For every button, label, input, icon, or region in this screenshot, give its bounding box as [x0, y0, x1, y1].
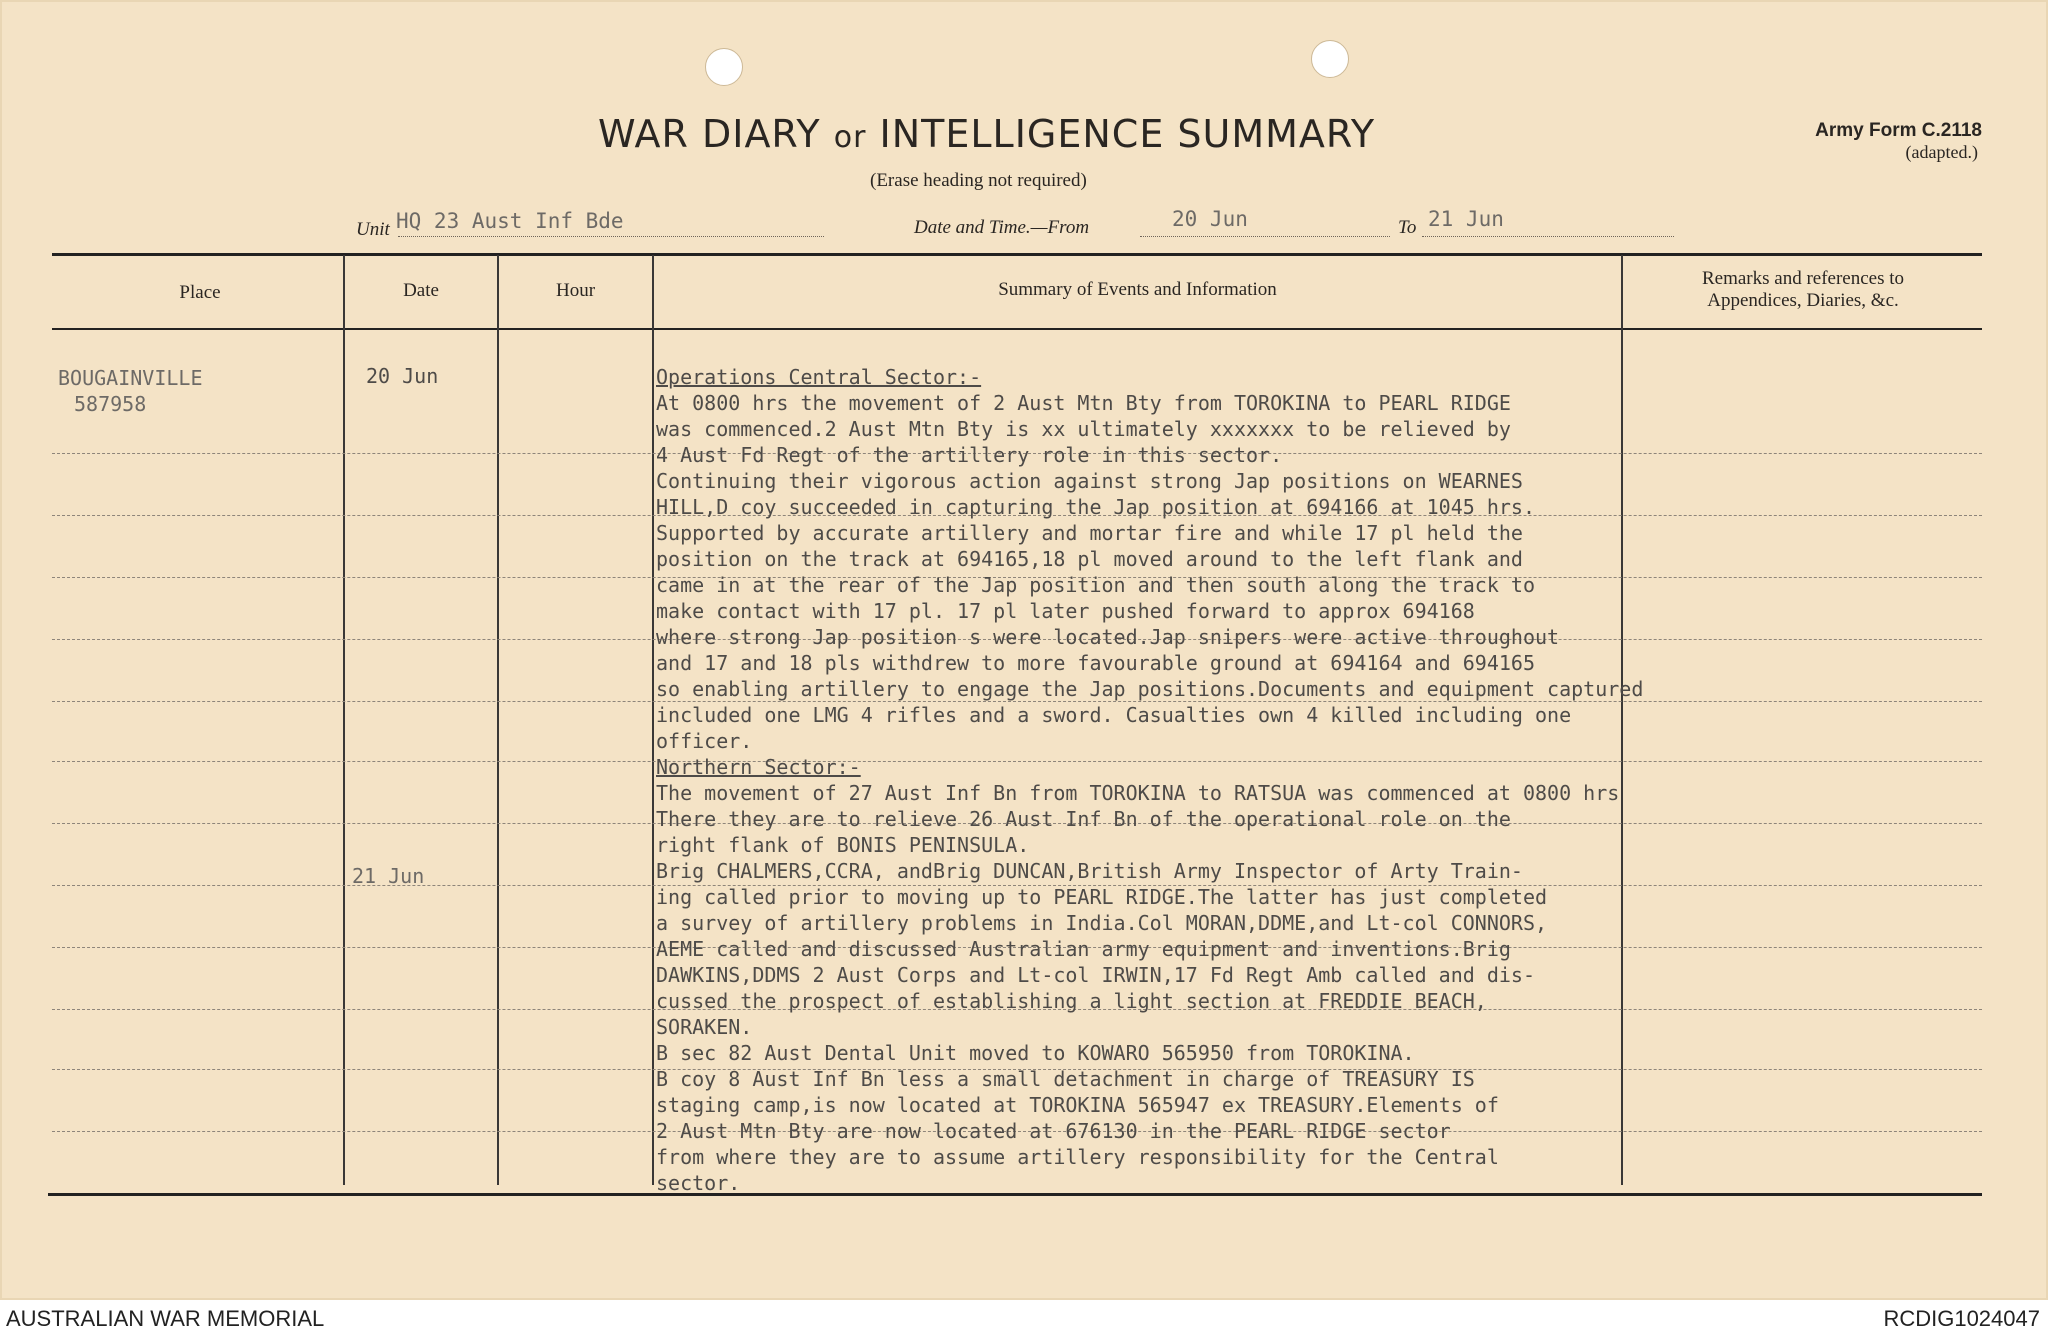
column-divider-hour — [652, 255, 654, 1185]
summary-line: so enabling artillery to engage the Jap positions.Documents and equipment captured — [656, 677, 1644, 701]
title-war-diary: WAR DIARY — [598, 112, 821, 156]
unit-value: HQ 23 Aust Inf Bde — [396, 209, 624, 233]
summary-line: There they are to relieve 26 Aust Inf Bn of the operational role on the — [656, 807, 1511, 831]
summary-line: make contact with 17 pl. 17 pl later pushed forward to approx 694168 — [656, 599, 1475, 623]
summary-line: included one LMG 4 rifles and a sword. Casualties own 4 killed including one — [656, 703, 1572, 727]
punch-hole-right — [1311, 40, 1349, 78]
summary-line: HILL,D coy succeeded in capturing the Jap position at 694166 at 1045 hrs. — [656, 495, 1535, 519]
summary-line: B sec 82 Aust Dental Unit moved to KOWARO 565950 from TOROKINA. — [656, 1041, 1415, 1065]
summary-line: Northern Sector:- — [656, 755, 861, 779]
summary-line: and 17 and 18 pls withdrew to more favourable ground at 694164 and 694165 — [656, 651, 1535, 675]
table-top-rule — [52, 253, 1982, 256]
form-note: (adapted.) — [1905, 142, 1978, 162]
form-title — [598, 112, 1438, 156]
date-time-label: Date and Time.—From — [914, 217, 1090, 238]
summary-line: a survey of artillery problems in India.Col MORAN,DDME,and Lt-col CONNORS, — [656, 911, 1548, 935]
header-place: Place — [179, 282, 221, 303]
summary-line: 4 Aust Fd Regt of the artillery role in this sector. — [656, 443, 1283, 467]
summary-line: Brig CHALMERS,CCRA, andBrig DUNCAN,British Army Inspector of Arty Train- — [656, 859, 1523, 883]
date-entry-20-jun: 20 Jun — [366, 364, 439, 388]
summary-line: AEME called and discussed Australian army equipment and inventions.Brig — [656, 937, 1511, 961]
summary-line: The movement of 27 Aust Inf Bn from TOROKINA to RATSUA was commenced at 0800 hrs — [656, 781, 1620, 805]
date-entry-21-jun: 21 Jun — [352, 864, 425, 888]
summary-line: was commenced.2 Aust Mtn Bty is xx ultimately xxxxxxx to be relieved by — [656, 417, 1511, 441]
from-dotline — [1140, 236, 1390, 237]
summary-line: At 0800 hrs the movement of 2 Aust Mtn Bty from TOROKINA to PEARL RIDGE — [656, 391, 1511, 415]
summary-line: where strong Jap position s were located.Jap snipers were active throughout — [656, 625, 1560, 649]
header-summary: Summary of Events and Information — [998, 279, 1277, 300]
to-date-value: 21 Jun — [1428, 207, 1504, 231]
header-remarks-line-1: Remarks and references to — [1701, 268, 1905, 289]
summary-line: Continuing their vigorous action against strong Jap positions on WEARNES — [656, 469, 1523, 493]
header-remarks-line-2: Appendices, Diaries, &c. — [1707, 290, 1899, 311]
summary-line: cussed the prospect of establishing a light section at FREDDIE BEACH, — [656, 989, 1487, 1013]
summary-line: officer. — [656, 729, 753, 753]
summary-line: B coy 8 Aust Inf Bn less a small detachment in charge of TREASURY IS — [656, 1067, 1475, 1091]
unit-label: Unit — [356, 219, 390, 240]
footer-archive-name: AUSTRALIAN WAR MEMORIAL — [6, 1306, 325, 1331]
summary-line: right flank of BONIS PENINSULA. — [656, 833, 1030, 857]
summary-line: SORAKEN. — [656, 1015, 753, 1039]
to-dotline — [1422, 236, 1674, 237]
summary-line: ing called prior to moving up to PEARL RIDGE.The latter has just completed — [656, 885, 1548, 909]
place-grid-reference: 587958 — [74, 392, 147, 416]
title-intelligence-summary: INTELLIGENCE SUMMARY — [879, 112, 1376, 156]
punch-hole-left — [705, 48, 743, 86]
column-divider-place — [343, 255, 345, 1185]
to-label: To — [1398, 217, 1417, 238]
from-date-value: 20 Jun — [1172, 207, 1248, 231]
unit-dotline — [398, 236, 824, 237]
place-entry: BOUGAINVILLE — [58, 366, 203, 390]
summary-line: 2 Aust Mtn Bty are now located at 676130 in the PEARL RIDGE sector — [656, 1119, 1451, 1143]
footer-record-id: RCDIG1024047 — [1883, 1306, 2040, 1331]
table-header-rule — [52, 328, 1982, 330]
header-date: Date — [403, 280, 439, 301]
summary-line: DAWKINS,DDMS 2 Aust Corps and Lt-col IRWIN,17 Fd Regt Amb called and dis- — [656, 963, 1535, 987]
form-number: Army Form C.2118 — [1815, 120, 1982, 141]
summary-line: Supported by accurate artillery and mortar fire and while 17 pl held the — [656, 521, 1523, 545]
header-hour: Hour — [555, 280, 596, 301]
summary-line: from where they are to assume artillery responsibility for the Central — [656, 1145, 1499, 1169]
summary-line: Operations Central Sector:- — [656, 365, 982, 389]
summary-of-events — [656, 364, 1996, 1196]
summary-line: came in at the rear of the Jap position and then south along the track to — [656, 573, 1535, 597]
summary-line: staging camp,is now located at TOROKINA 565947 ex TREASURY.Elements of — [656, 1093, 1499, 1117]
summary-line: sector. — [656, 1171, 741, 1195]
title-or: or — [833, 120, 867, 155]
column-divider-date — [497, 255, 499, 1185]
summary-line: position on the track at 694165,18 pl moved around to the left flank and — [656, 547, 1523, 571]
form-subtitle: (Erase heading not required) — [870, 170, 1087, 191]
